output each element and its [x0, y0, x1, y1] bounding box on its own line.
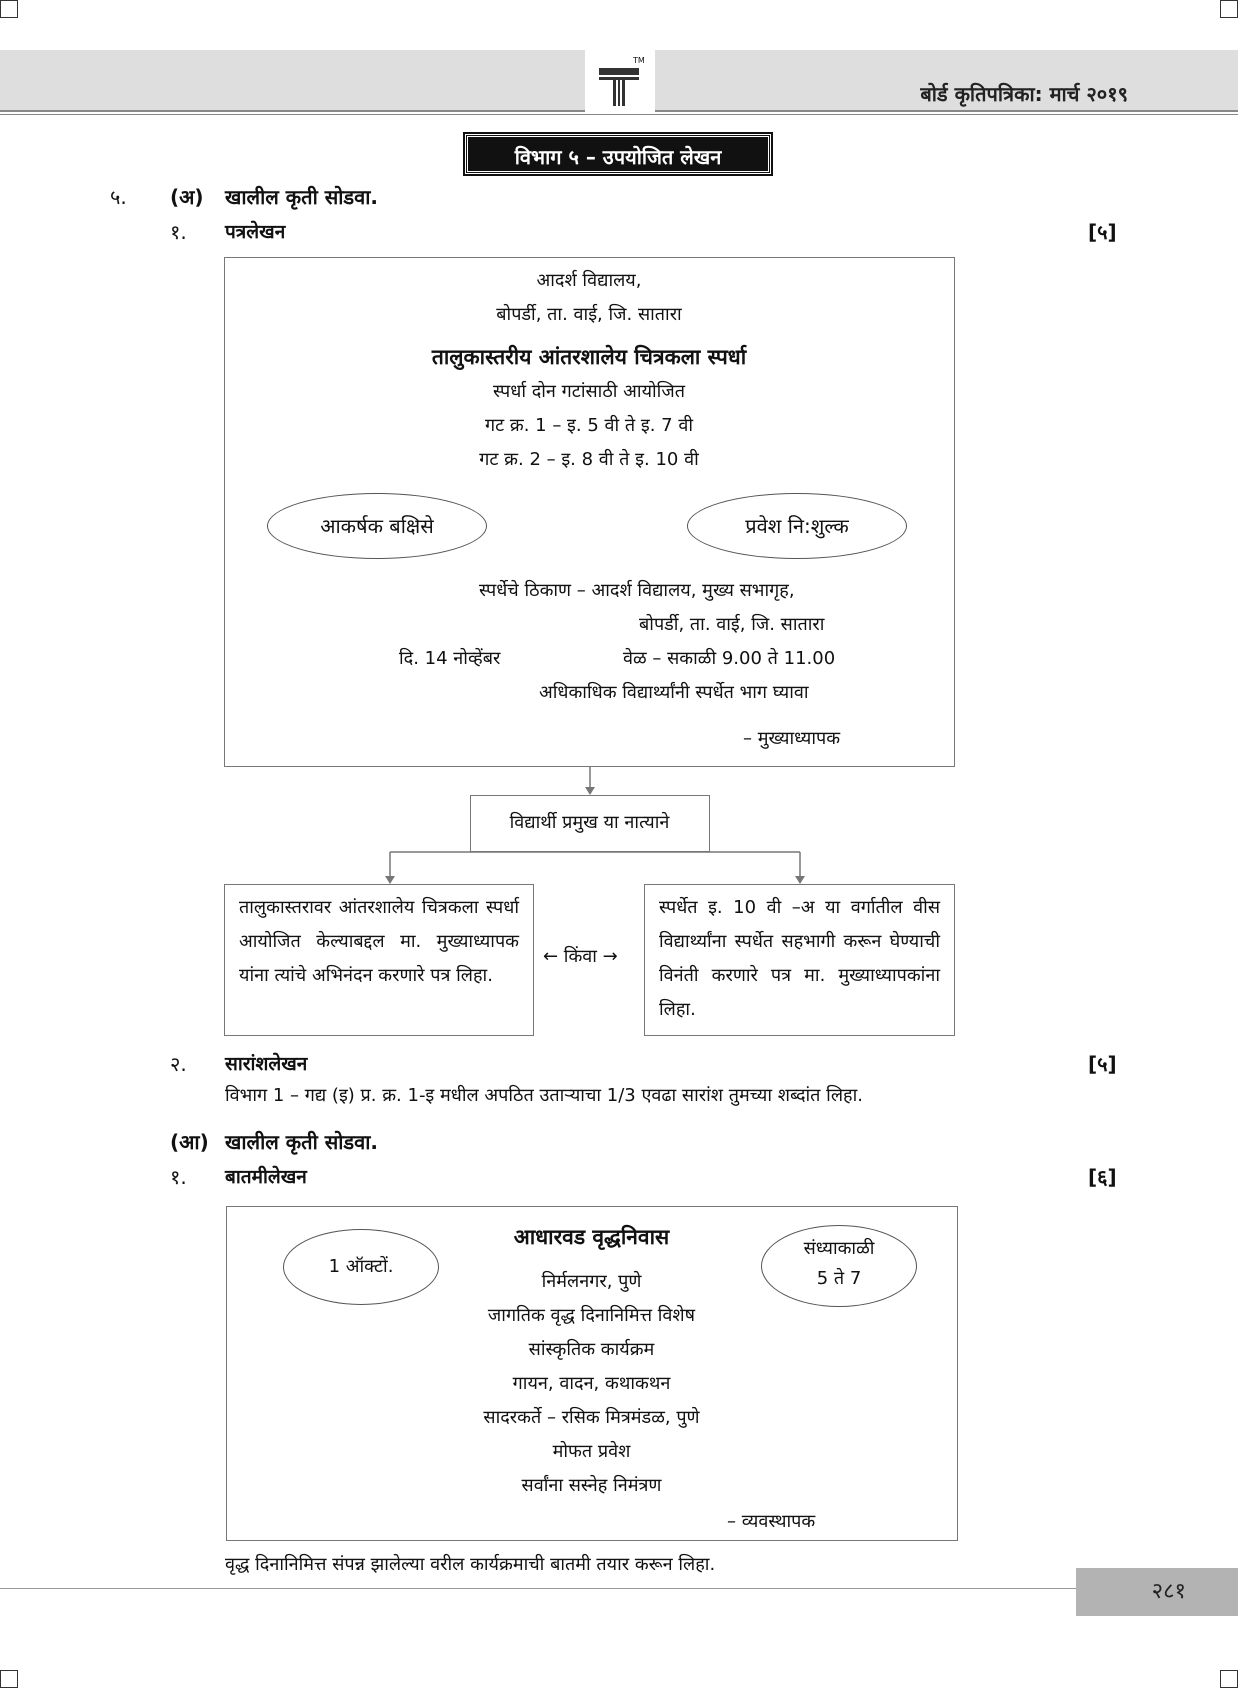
oval-time [761, 1225, 917, 1307]
item1-number: १. [170, 220, 187, 244]
oval-time-line2: 5 ते 7 [816, 1268, 862, 1289]
oval-prizes: आकर्षक बक्षिसे [267, 493, 487, 559]
news-signature: – व्यवस्थापक [727, 1511, 816, 1532]
notice-signature: – मुख्याध्यापक [743, 728, 841, 749]
page-number: २८१ [1151, 1579, 1186, 1604]
news-notice-box [226, 1206, 958, 1541]
item2-marks: [५] [1088, 1052, 1117, 1076]
option-right-box [644, 884, 955, 1036]
item2-text: विभाग 1 – गद्य (इ) प्र. क्र. 1-इ मधील अपठित उताऱ्याचा 1/3 एवढा सारांश तुमच्या शब्दांत लिहा. [225, 1085, 863, 1106]
news-line-1: निर्मलनगर, पुणे [541, 1271, 642, 1292]
notice-venue-line1: स्पर्धेचे ठिकाण – आदर्श विद्यालय, मुख्य सभागृह, [479, 580, 795, 601]
item3-marks: [६] [1088, 1165, 1117, 1189]
option-left-text: तालुकास्तरावर आंतरशालेय चित्रकला स्पर्धा आयोजित केल्याबद्दल मा. मुख्याध्यापक यांना त्यांचे अभिनंदन करणारे पत्र लिहा. [239, 897, 519, 986]
news-line-2: जागतिक वृद्ध दिनानिमित्त विशेष [487, 1305, 696, 1326]
logo-trademark: TM [633, 56, 645, 65]
part-b-label: (आ) [170, 1130, 209, 1154]
notice-venue-line2: बोपर्डी, ता. वाई, जि. सातारा [639, 614, 825, 635]
or-label: ← किंवा → [543, 946, 618, 967]
item2-number: २. [170, 1052, 187, 1076]
notice-appeal: अधिकाधिक विद्यार्थ्यांनी स्पर्धेत भाग घ्यावा [539, 682, 809, 703]
news-line-5: सादरकर्ते – रसिक मित्रमंडळ, पुणे [483, 1407, 700, 1428]
news-line-4: गायन, वादन, कथाकथन [512, 1373, 671, 1394]
part-b-title: खालील कृती सोडवा. [225, 1130, 379, 1154]
item3-instruction: वृद्ध दिनानिमित्त संपन्न झालेल्या वरील कार्यक्रमाची बातमी तयार करून लिहा. [225, 1554, 716, 1575]
option-right-text: स्पर्धेत इ. 10 वी –अ या वर्गातील वीस विद्यार्थ्यांना स्पर्धेत सहभागी करून घेण्याची विनंती करणारे पत्र मा. मुख्याध्यापकांना लिहा. [659, 897, 940, 1020]
notice-line-group1: गट क्र. 1 – इ. 5 वी ते इ. 7 वी [484, 415, 694, 436]
notice-school-address: बोपर्डी, ता. वाई, जि. सातारा [496, 304, 682, 325]
part-a-title: खालील कृती सोडवा. [225, 185, 379, 209]
role-box [470, 795, 710, 852]
question-number: ५. [110, 185, 127, 209]
notice-line-group2: गट क्र. 2 – इ. 8 वी ते इ. 10 वी [479, 449, 699, 470]
option-left-box [224, 884, 534, 1036]
oval-time-line1: संध्याकाळी [803, 1238, 875, 1259]
item1-marks: [५] [1088, 220, 1117, 244]
item3-title: बातमीलेखन [225, 1166, 307, 1188]
news-line-7: सर्वांना सस्नेह निमंत्रण [521, 1475, 662, 1496]
role-box-text: विद्यार्थी प्रमुख या नात्याने [509, 812, 670, 833]
section-banner: विभाग ५ – उपयोजित लेखन [465, 134, 771, 174]
notice-date: दि. 14 नोव्हेंबर [399, 648, 501, 669]
notice-time: वेळ – सकाळी 9.00 ते 11.00 [623, 648, 836, 669]
footer-rule [0, 1588, 1238, 1589]
item1-title: पत्रलेखन [225, 221, 286, 243]
notice-heading: तालुकास्तरीय आंतरशालेय चित्रकला स्पर्धा [431, 345, 747, 369]
part-a-label: (अ) [170, 185, 204, 209]
oval-free-entry: प्रवेश नि:शुल्क [687, 493, 907, 559]
item2-title: सारांशलेखन [225, 1053, 308, 1075]
news-line-3: सांस्कृतिक कार्यक्रम [528, 1339, 655, 1360]
notice-school-name: आदर्श विद्यालय, [536, 270, 642, 291]
notice-line-groups: स्पर्धा दोन गटांसाठी आयोजित [493, 381, 685, 402]
oval-date: 1 ऑक्टों. [283, 1229, 439, 1305]
item3-number: १. [170, 1165, 187, 1189]
news-line-6: मोफत प्रवेश [552, 1441, 631, 1462]
header-title: बोर्ड कृतिपत्रिका: मार्च २०१९ [920, 82, 1128, 106]
news-heading: आधारवड वृद्धनिवास [513, 1225, 670, 1249]
